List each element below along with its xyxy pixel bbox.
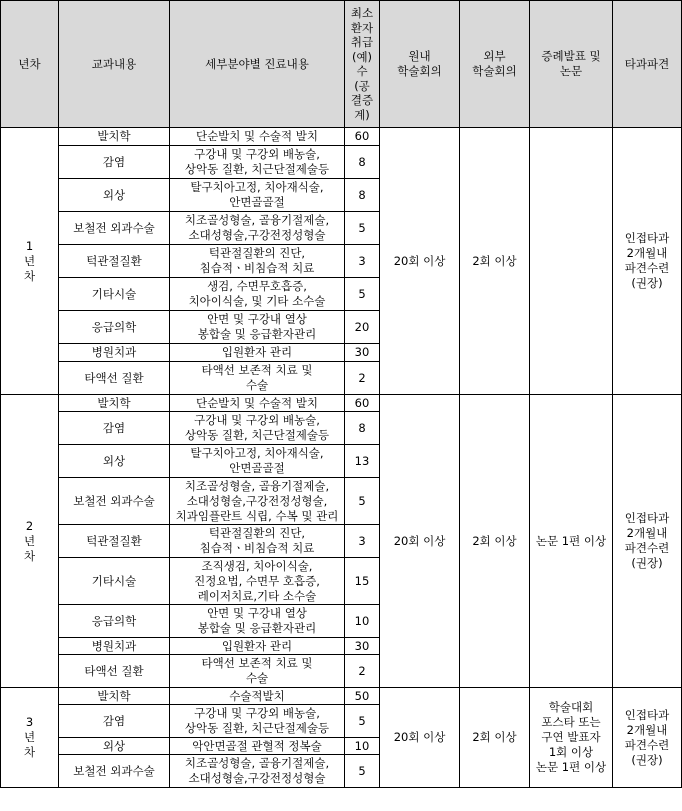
header-year: 년차	[1, 1, 59, 128]
subject-cell: 발치학	[59, 128, 170, 146]
detail-cell: 치조골성형술, 골융기절제술, 소대성형술,구강전정성형술, 치과임플란트 식립, 수복 및 관리	[170, 478, 345, 525]
min-cell: 2	[345, 362, 380, 395]
min-cell: 15	[345, 558, 380, 605]
detail-cell: 구강내 및 구강외 배농술, 상악동 질환, 치근단절제술등	[170, 146, 345, 179]
subject-cell: 턱관절질환	[59, 525, 170, 558]
subject-cell: 타액선 질환	[59, 362, 170, 395]
subject-cell: 턱관절질환	[59, 245, 170, 278]
subject-cell: 병원치과	[59, 638, 170, 655]
min-cell: 10	[345, 605, 380, 638]
subject-cell: 병원치과	[59, 344, 170, 362]
detail-cell: 악안면골절 관혈적 정복술	[170, 738, 345, 755]
year-3-external: 2회 이상	[460, 688, 530, 788]
table-row	[1, 128, 682, 146]
subject-cell: 감염	[59, 146, 170, 179]
header-internal-conference: 원내 학술회의	[380, 1, 460, 128]
detail-cell: 생검, 수면무호흡증, 치아이식술, 및 기타 소수술	[170, 278, 345, 311]
year-3-internal: 20회 이상	[380, 688, 460, 788]
year-2-dispatch: 인접타과 2개월내 파견수련 (권장)	[613, 395, 682, 688]
detail-cell: 수술적발치	[170, 688, 345, 705]
subject-cell: 응급의학	[59, 605, 170, 638]
detail-cell: 타액선 보존적 치료 및 수술	[170, 362, 345, 395]
year-1-label: 1 년 차	[1, 128, 59, 395]
min-cell: 5	[345, 705, 380, 738]
table-row	[1, 395, 682, 412]
detail-cell: 단순발치 및 수술적 발치	[170, 395, 345, 412]
year-1-dispatch: 인접타과 2개월내 파견수련 (권장)	[613, 128, 682, 395]
detail-cell: 단순발치 및 수술적 발치	[170, 128, 345, 146]
subject-cell: 외상	[59, 445, 170, 478]
table-row	[1, 688, 682, 705]
detail-cell: 조직생검, 치아이식술, 진정요법, 수면무 호흡증, 레이저치료,기타 소수술	[170, 558, 345, 605]
header-dispatch: 타과파견	[613, 1, 682, 128]
detail-cell: 치조골성형술, 골융기절제술, 소대성형술,구강전정성형술	[170, 212, 345, 245]
subject-cell: 외상	[59, 179, 170, 212]
min-cell: 3	[345, 525, 380, 558]
min-cell: 3	[345, 245, 380, 278]
detail-cell: 안면 및 구강내 열상 봉합술 및 응급환자관리	[170, 605, 345, 638]
subject-cell: 타액선 질환	[59, 655, 170, 688]
min-cell: 2	[345, 655, 380, 688]
header-row	[1, 1, 682, 128]
detail-cell: 입원환자 관리	[170, 344, 345, 362]
min-cell: 20	[345, 311, 380, 344]
subject-cell: 응급의학	[59, 311, 170, 344]
min-cell: 5	[345, 278, 380, 311]
header-subject: 교과내용	[59, 1, 170, 128]
min-cell: 5	[345, 212, 380, 245]
detail-cell: 구강내 및 구강외 배농술, 상악동 질환, 치근단절제술등	[170, 705, 345, 738]
year-3-dispatch: 인접타과 2개월내 파견수련 (권장)	[613, 688, 682, 788]
year-3-thesis: 학술대회 포스타 또는 구연 발표자 1회 이상 논문 1편 이상	[530, 688, 613, 788]
subject-cell: 발치학	[59, 395, 170, 412]
header-external-conference: 외부 학술회의	[460, 1, 530, 128]
subject-cell: 보철전 외과수술	[59, 212, 170, 245]
min-cell: 50	[345, 688, 380, 705]
detail-cell: 입원환자 관리	[170, 638, 345, 655]
header-thesis: 증례발표 및 논문	[530, 1, 613, 128]
min-cell: 13	[345, 445, 380, 478]
min-cell: 8	[345, 412, 380, 445]
min-cell: 8	[345, 146, 380, 179]
year-3-label: 3 년 차	[1, 688, 59, 788]
subject-cell: 발치학	[59, 688, 170, 705]
min-cell: 30	[345, 344, 380, 362]
year-1-thesis	[530, 128, 613, 395]
min-cell: 5	[345, 478, 380, 525]
header-min-patients: 최소 환자 취급 (예) 수 (공 결증 계)	[345, 1, 380, 128]
detail-cell: 턱관절질환의 진단, 침습적ㆍ비침습적 치료	[170, 245, 345, 278]
subject-cell: 감염	[59, 412, 170, 445]
detail-cell: 탈구치아고정, 치아재식술, 안면골골절	[170, 445, 345, 478]
detail-cell: 구강내 및 구강외 배농술, 상악동 질환, 치근단절제술등	[170, 412, 345, 445]
min-cell: 60	[345, 128, 380, 146]
min-cell: 10	[345, 738, 380, 755]
subject-cell: 보철전 외과수술	[59, 478, 170, 525]
year-2-internal: 20회 이상	[380, 395, 460, 688]
subject-cell: 보철전 외과수술	[59, 755, 170, 788]
min-cell: 8	[345, 179, 380, 212]
detail-cell: 치조골성형술, 골융기절제술, 소대성형술,구강전정성형술	[170, 755, 345, 788]
min-cell: 60	[345, 395, 380, 412]
detail-cell: 타액선 보존적 치료 및 수술	[170, 655, 345, 688]
subject-cell: 외상	[59, 738, 170, 755]
year-1-external: 2회 이상	[460, 128, 530, 395]
detail-cell: 턱관절질환의 진단, 침습적ㆍ비침습적 치료	[170, 525, 345, 558]
min-cell: 30	[345, 638, 380, 655]
header-detail: 세부분야별 진료내용	[170, 1, 345, 128]
detail-cell: 안면 및 구강내 열상 봉합술 및 응급환자관리	[170, 311, 345, 344]
year-2-label: 2 년 차	[1, 395, 59, 688]
min-cell: 5	[345, 755, 380, 788]
detail-cell: 탈구치아고정, 치아재식술, 안면골골절	[170, 179, 345, 212]
subject-cell: 기타시술	[59, 558, 170, 605]
year-1-internal: 20회 이상	[380, 128, 460, 395]
subject-cell: 기타시술	[59, 278, 170, 311]
year-2-external: 2회 이상	[460, 395, 530, 688]
subject-cell: 감염	[59, 705, 170, 738]
year-2-thesis: 논문 1편 이상	[530, 395, 613, 688]
